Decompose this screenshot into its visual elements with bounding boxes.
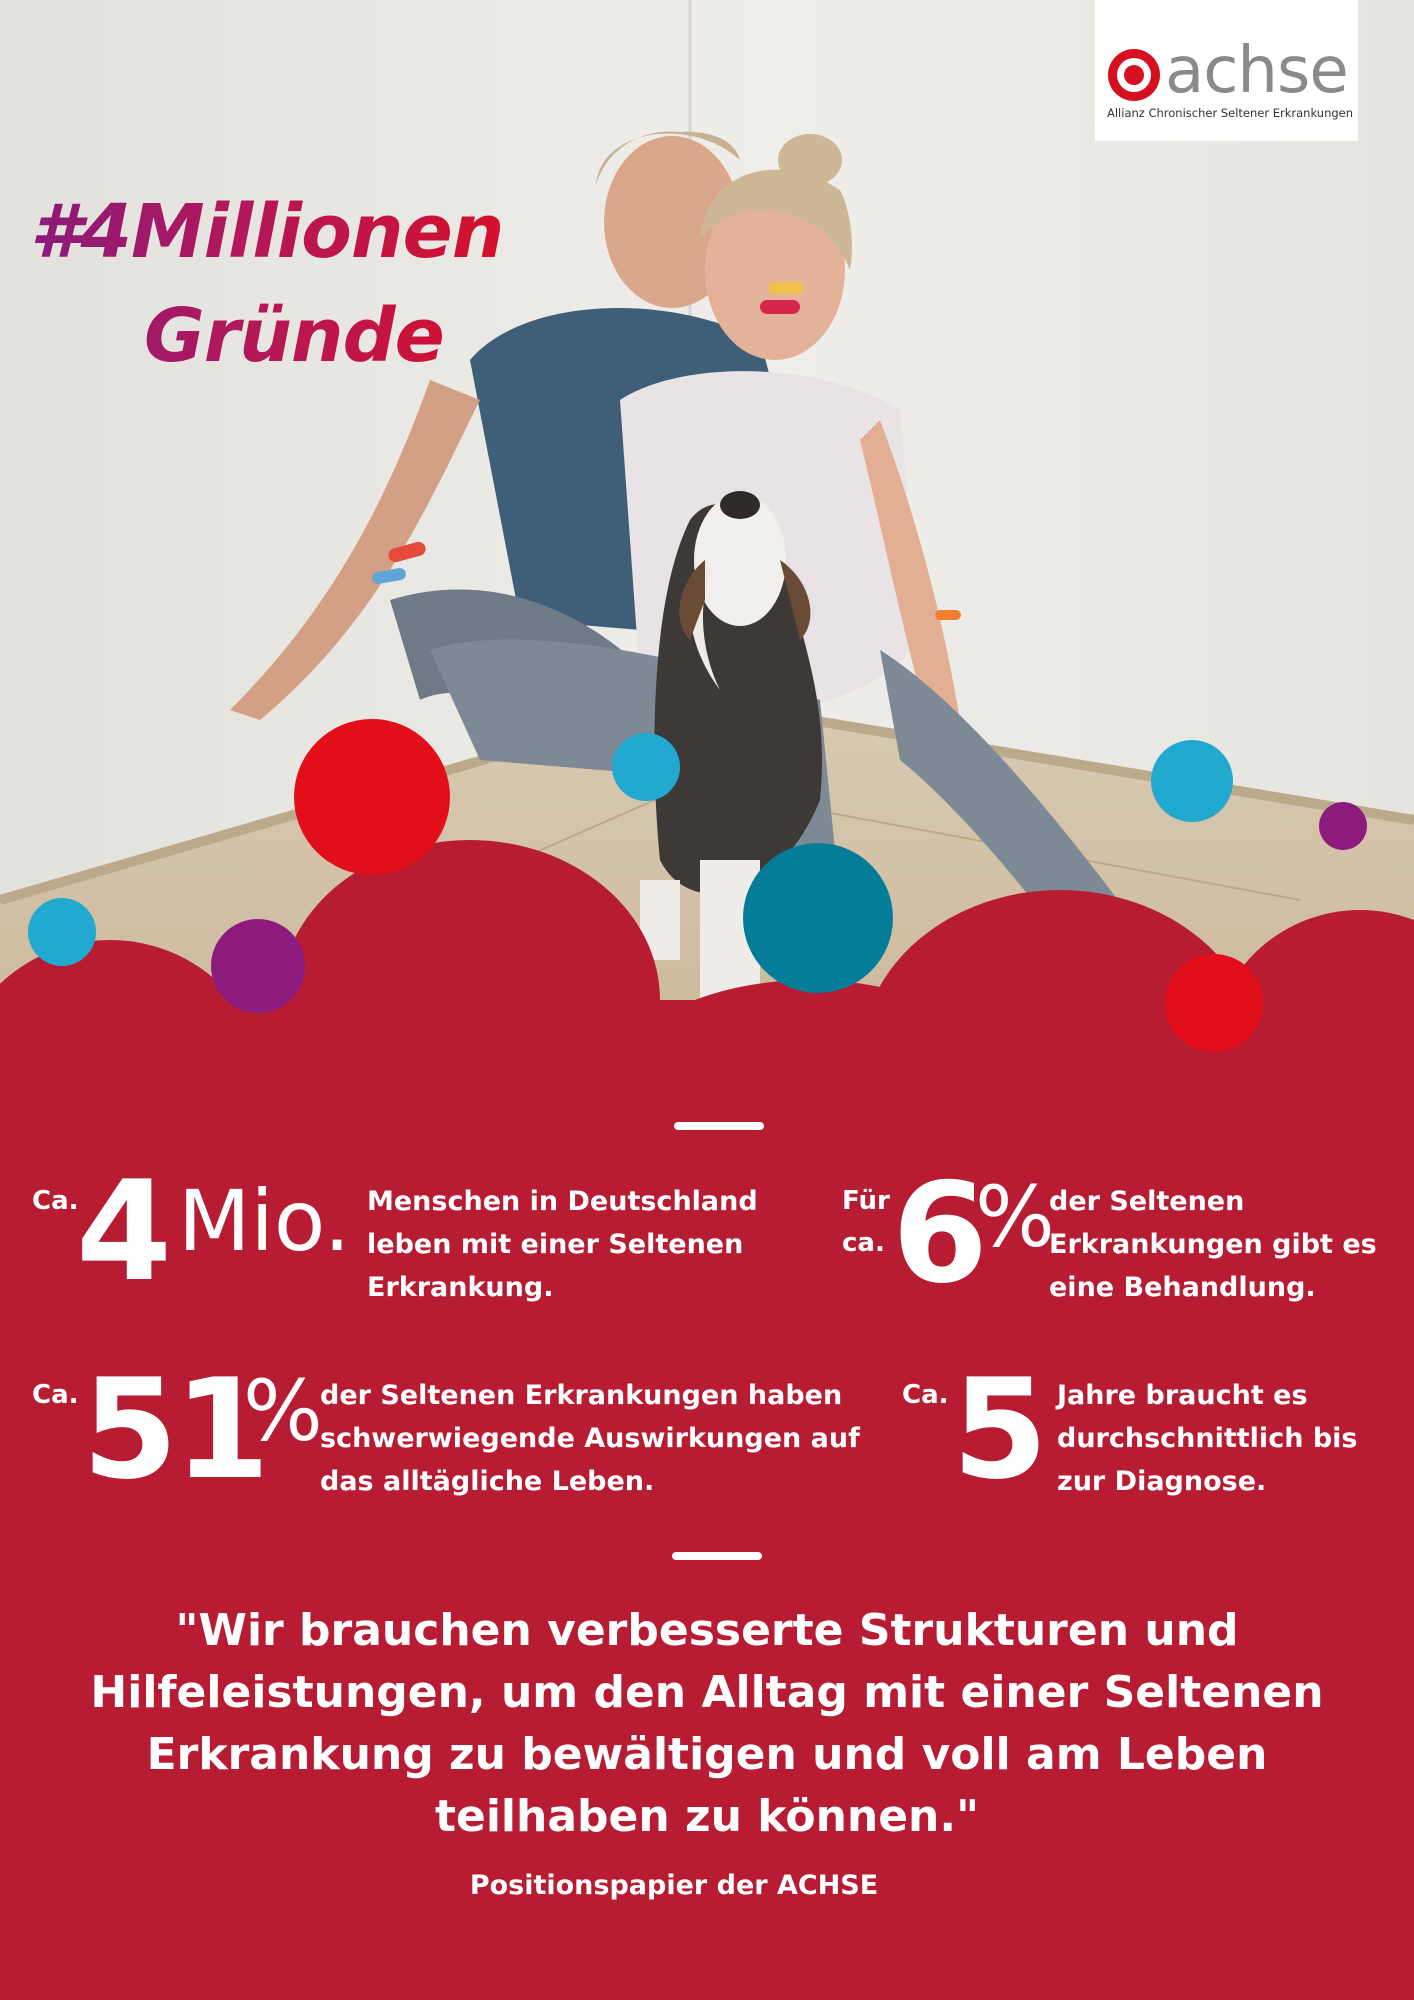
stat-unit: Mio. bbox=[178, 1172, 351, 1270]
stat-number: 4 bbox=[76, 1151, 169, 1312]
stat-prefix: Ca. bbox=[902, 1380, 949, 1410]
stat-unit: % bbox=[243, 1362, 323, 1460]
stat-prefix-line-1: Für bbox=[842, 1186, 890, 1216]
divider-top bbox=[674, 1122, 764, 1130]
divider-bottom bbox=[672, 1552, 762, 1560]
stat-text: der Seltenen Erkrankungen gibt es eine Behandlung. bbox=[1049, 1186, 1377, 1303]
headline bbox=[30, 180, 503, 388]
circle-blue-right bbox=[1151, 740, 1233, 822]
stat-text: Menschen in Deutschland leben mit einer Seltenen Erkrankung. bbox=[367, 1186, 758, 1303]
circle-red-right bbox=[1165, 954, 1263, 1052]
achse-logo bbox=[1095, 0, 1358, 141]
stat-text: Jahre braucht es durchschnittlich bis zur Diagnose. bbox=[1057, 1380, 1358, 1497]
circle-purple-left bbox=[211, 919, 305, 1013]
headline-line-1: #4Millionen bbox=[30, 189, 504, 275]
circle-red-large bbox=[294, 719, 450, 875]
stat-text: der Seltenen Erkrankungen haben schwerwiegende Auswirkungen auf das alltägliche Leben. bbox=[320, 1380, 860, 1497]
stat-unit: % bbox=[975, 1168, 1055, 1266]
stat-number: 5 bbox=[952, 1349, 1045, 1510]
stat-prefix: Ca. bbox=[32, 1186, 79, 1216]
logo-wordmark: achse bbox=[1165, 34, 1348, 108]
logo-mark-icon bbox=[1105, 46, 1163, 104]
quote-text: "Wir brauchen verbesserte Strukturen und Hilfeleistungen, um den Alltag mit einer Seltenen Erkrankung zu bewältigen und voll am Leben teilhaben zu können." bbox=[90, 1605, 1324, 1842]
circle-purple-right bbox=[1319, 802, 1367, 850]
stat-prefix-line-2: ca. bbox=[842, 1228, 885, 1258]
quote-source: Positionspapier der ACHSE bbox=[469, 1870, 879, 1901]
circle-blue-left bbox=[28, 898, 96, 966]
circle-teal bbox=[743, 843, 893, 993]
stat-number: 6 bbox=[892, 1153, 985, 1314]
stat-number: 51 bbox=[82, 1349, 267, 1510]
logo-subtitle: Allianz Chronischer Seltener Erkrankungen bbox=[1107, 106, 1354, 120]
stat-prefix: Ca. bbox=[32, 1380, 79, 1410]
headline-line-2: Gründe bbox=[144, 293, 444, 379]
circle-blue-small bbox=[612, 733, 680, 801]
